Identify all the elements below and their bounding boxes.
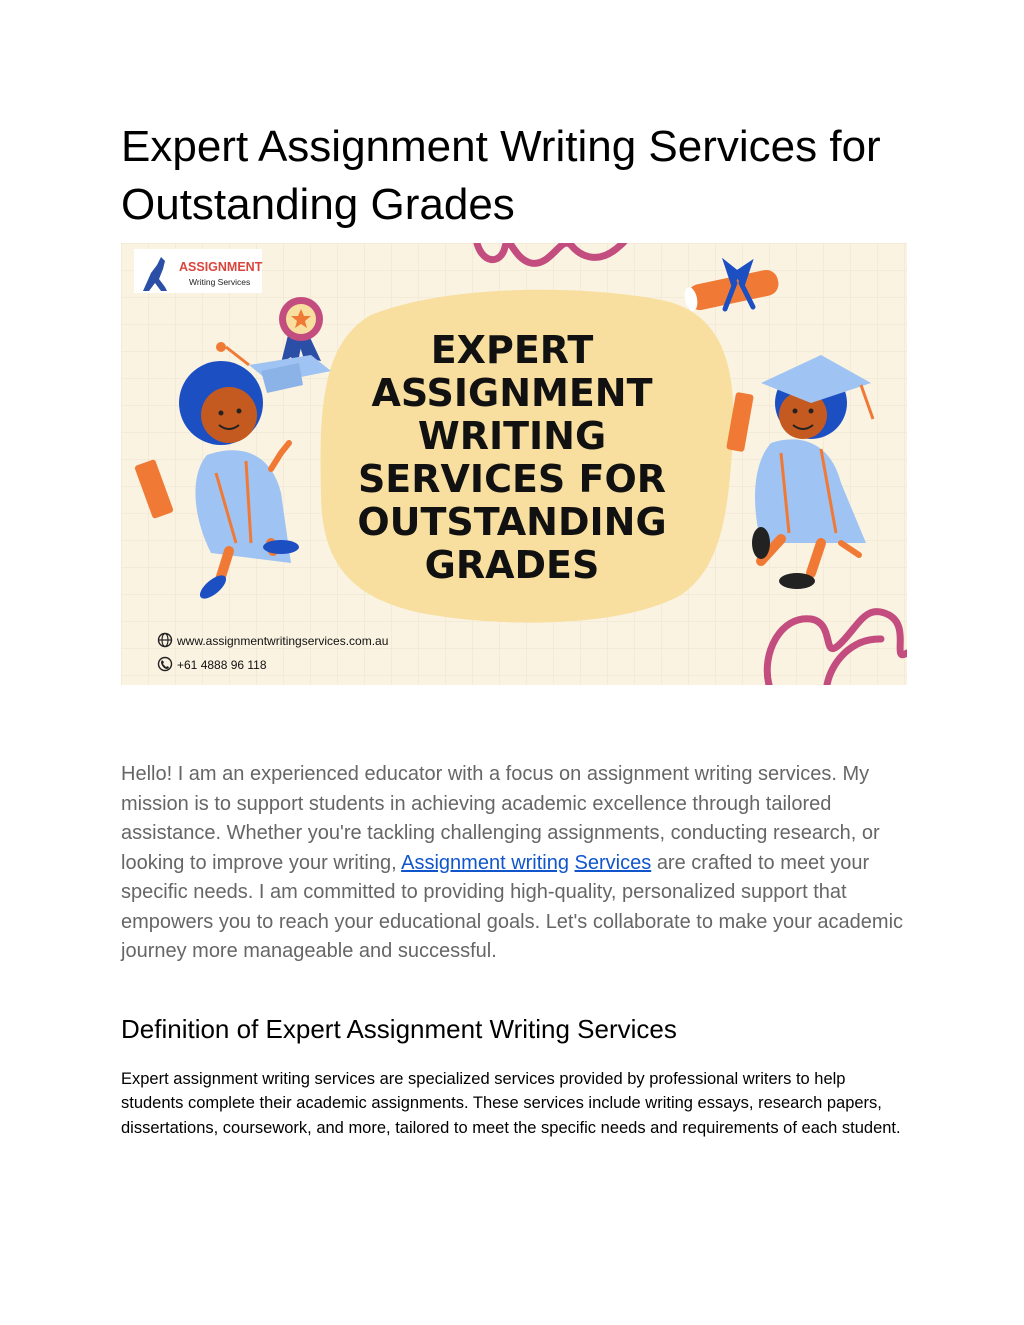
banner-image [121, 243, 907, 685]
intro-text-after: are crafted to meet your specific needs. I am committed to providing high-quality, personalized support that empowers you to reach your educational goals. Let's collaborate to make your academic journey more manageable and successful. [121, 851, 904, 962]
intro-text-before: Hello! I am an experienced educator with a focus on assignment writing services. My mission is to support students in achieving academic excellence through tailored assistance. Whether you're tackling challenging assignments, conducting research, or looking to improve your writing, [121, 763, 880, 874]
headline-line-2: ASSIGNMENT [371, 371, 653, 415]
logo-brand: ASSIGNMENT [179, 260, 263, 274]
headline-line-6: GRADES [424, 543, 600, 587]
logo-subtitle: Writing Services [189, 277, 251, 287]
logo [134, 249, 263, 293]
headline-line-4: SERVICES FOR [357, 457, 667, 501]
headline-line-1: EXPERT [430, 328, 594, 372]
headline-line-3: WRITING [417, 414, 607, 458]
section-heading: Definition of Expert Assignment Writing Services [121, 1014, 677, 1044]
services-link[interactable]: Services [574, 851, 652, 874]
headline-line-5: OUTSTANDING [357, 500, 667, 544]
intro-paragraph [121, 760, 921, 967]
website-text: www.assignmentwritingservices.com.au [177, 634, 389, 648]
page-title: Expert Assignment Writing Services for Outstanding Grades [121, 122, 881, 229]
assignment-writing-link[interactable]: Assignment writing [401, 851, 569, 874]
section-body: Expert assignment writing services are specialized services provided by professional writers to help students complete their academic assignments. These services include writing essays, research papers, dissertations, coursework, and more, tailored to meet the specific needs and requirements of each student. [121, 1070, 901, 1137]
phone-text: +61 4888 96 118 [177, 658, 267, 672]
